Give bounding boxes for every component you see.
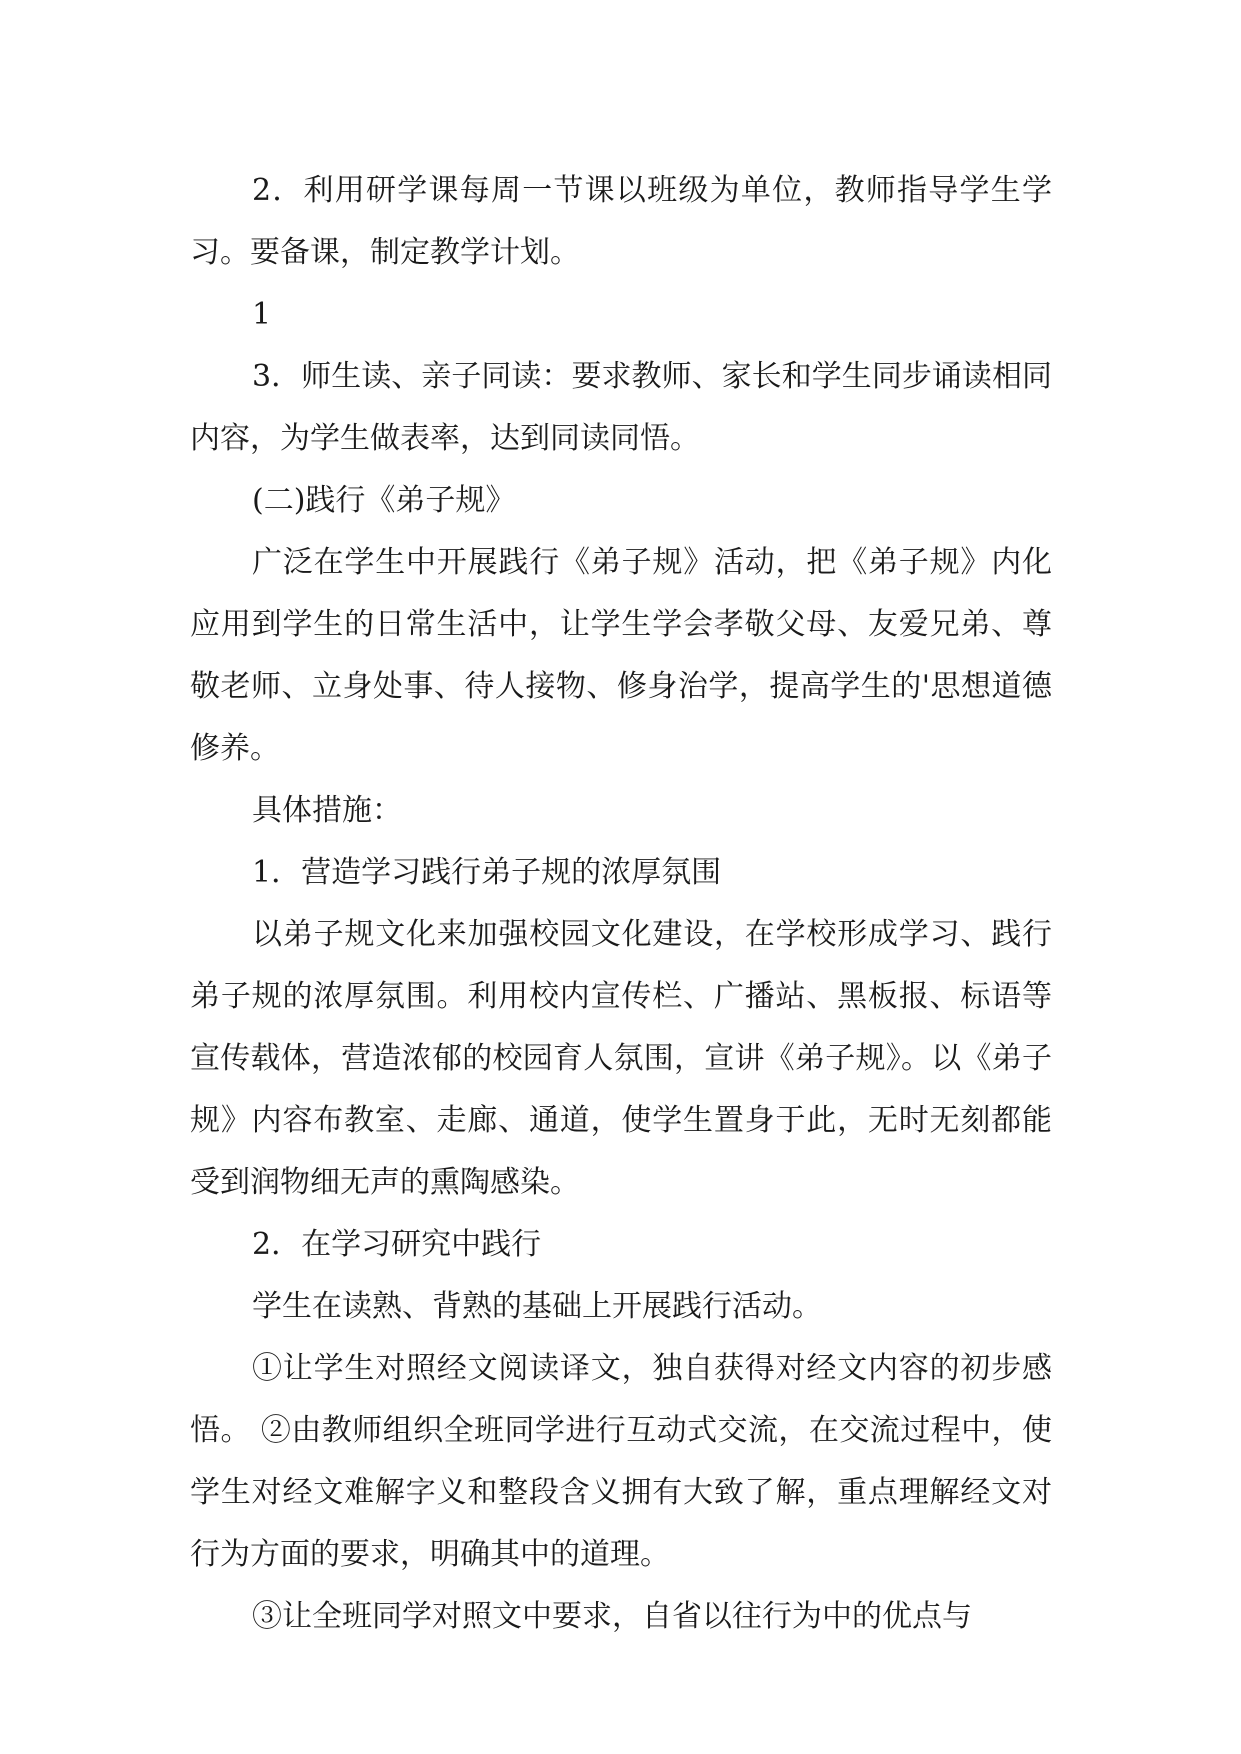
paragraph-practice-intro: 广泛在学生中开展践行《弟子规》活动，把《弟子规》内化应用到学生的日常生活中，让学生学会孝敬父母、友爱兄弟、尊敬老师、立身处事、待人接物、修身治学，提高学生的'思想道德修养。: [190, 545, 1052, 766]
paragraph-practice-activity: 学生在读熟、背熟的基础上开展践行活动。: [252, 1289, 822, 1324]
subheading-study-practice: 2．在学习研究中践行: [252, 1227, 542, 1262]
paragraph-steps-one-two: ①让学生对照经文阅读译文，独自获得对经文内容的初步感悟。 ②由教师组织全班同学进行互动式交流，在交流过程中，使学生对经文难解字义和整段含义拥有大致了解，重点理解经文对行为方面的要求，明确其中的道理。: [190, 1351, 1052, 1572]
paragraph-step-three: ③让全班同学对照文中要求，自省以往行为中的优点与: [252, 1599, 972, 1634]
subheading-atmosphere: 1．营造学习践行弟子规的浓厚氛围: [252, 855, 722, 890]
page-number: 1: [252, 297, 272, 332]
section-heading-practice: (二)践行《弟子规》: [252, 483, 516, 518]
paragraph-campus-culture: 以弟子规文化来加强校园文化建设，在学校形成学习、践行弟子规的浓厚氛围。利用校内宣传栏、广播站、黑板报、标语等宣传载体，营造浓郁的校园育人氛围，宣讲《弟子规》。以《弟子规》内容布教室、走廊、通道，使学生置身于此，无时无刻都能受到润物细无声的熏陶感染。: [190, 917, 1052, 1200]
body-text: [190, 160, 1052, 1648]
subheading-measures: 具体措施：: [252, 793, 402, 828]
paragraph-shared-reading: 3．师生读、亲子同读：要求教师、家长和学生同步诵读相同内容，为学生做表率，达到同读同悟。: [190, 359, 1052, 456]
paragraph-lesson-plan: 2．利用研学课每周一节课以班级为单位，教师指导学生学习。要备课，制定教学计划。: [190, 173, 1052, 270]
